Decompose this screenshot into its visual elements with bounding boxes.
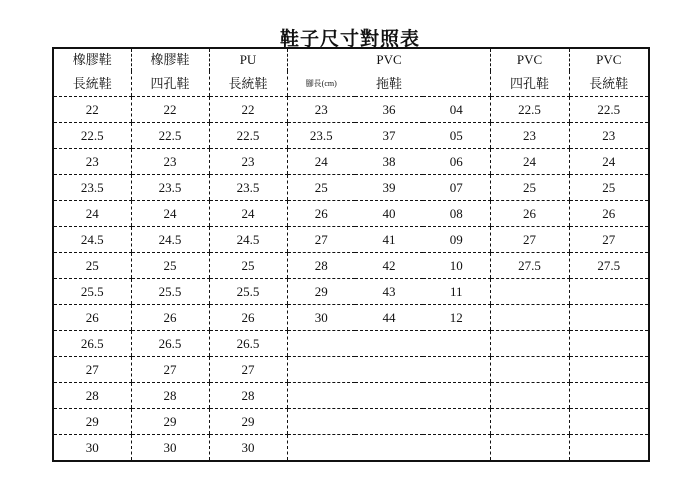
cell-rubber-holes: 28 bbox=[131, 383, 209, 409]
cell-rubber-long: 23.5 bbox=[53, 175, 131, 201]
cell-pvc-slipper-eu: 44 bbox=[355, 305, 423, 331]
cell-pvc-long bbox=[569, 435, 649, 462]
page-title: 鞋子尺寸對照表 bbox=[279, 28, 420, 50]
cell-rubber-holes: 25 bbox=[131, 253, 209, 279]
cell-rubber-long: 22.5 bbox=[53, 123, 131, 149]
cell-foot-length bbox=[287, 357, 355, 383]
size-table-body bbox=[53, 97, 649, 462]
cell-foot-length bbox=[287, 435, 355, 462]
cell-rubber-holes: 30 bbox=[131, 435, 209, 462]
cell-pvc-slipper-eu: 43 bbox=[355, 279, 423, 305]
cell-rubber-holes: 22.5 bbox=[131, 123, 209, 149]
table-row bbox=[53, 227, 649, 253]
header-row-1 bbox=[53, 48, 649, 71]
cell-pvc-long: 22.5 bbox=[569, 97, 649, 123]
size-chart-table bbox=[52, 47, 650, 462]
header-pvc-holes-line1: PVC bbox=[490, 48, 569, 71]
table-row bbox=[53, 149, 649, 175]
cell-pvc-slipper-eu: 41 bbox=[355, 227, 423, 253]
table-row bbox=[53, 279, 649, 305]
cell-pvc-slipper-code: 09 bbox=[423, 227, 490, 253]
cell-pvc-slipper-eu: 38 bbox=[355, 149, 423, 175]
cell-rubber-long: 24.5 bbox=[53, 227, 131, 253]
cell-pvc-holes: 22.5 bbox=[490, 97, 569, 123]
cell-pvc-slipper-eu: 42 bbox=[355, 253, 423, 279]
cell-rubber-holes: 27 bbox=[131, 357, 209, 383]
cell-pu-long: 22 bbox=[209, 97, 287, 123]
cell-foot-length: 23 bbox=[287, 97, 355, 123]
cell-rubber-long: 24 bbox=[53, 201, 131, 227]
cell-pvc-holes bbox=[490, 383, 569, 409]
cell-pu-long: 25.5 bbox=[209, 279, 287, 305]
table-row bbox=[53, 409, 649, 435]
cell-pvc-holes bbox=[490, 331, 569, 357]
header-rubber-long-line2: 長統鞋 bbox=[53, 71, 131, 97]
cell-pvc-slipper-code: 10 bbox=[423, 253, 490, 279]
cell-pvc-slipper-eu bbox=[355, 383, 423, 409]
cell-pvc-slipper-code: 12 bbox=[423, 305, 490, 331]
header-pvc-slipper-title: PVC bbox=[376, 52, 402, 67]
cell-foot-length: 23.5 bbox=[287, 123, 355, 149]
cell-rubber-long: 25 bbox=[53, 253, 131, 279]
cell-pu-long: 27 bbox=[209, 357, 287, 383]
cell-foot-length: 26 bbox=[287, 201, 355, 227]
cell-pvc-slipper-code bbox=[423, 331, 490, 357]
table-row bbox=[53, 97, 649, 123]
cell-pvc-slipper-code: 05 bbox=[423, 123, 490, 149]
cell-pvc-holes bbox=[490, 279, 569, 305]
cell-foot-length bbox=[287, 383, 355, 409]
cell-pvc-long: 25 bbox=[569, 175, 649, 201]
cell-rubber-holes: 25.5 bbox=[131, 279, 209, 305]
cell-pvc-holes: 26 bbox=[490, 201, 569, 227]
cell-foot-length: 24 bbox=[287, 149, 355, 175]
cell-pvc-long: 23 bbox=[569, 123, 649, 149]
cell-pvc-holes: 27 bbox=[490, 227, 569, 253]
cell-rubber-long: 26.5 bbox=[53, 331, 131, 357]
cell-pvc-long bbox=[569, 331, 649, 357]
cell-pvc-slipper-code: 11 bbox=[423, 279, 490, 305]
cell-pu-long: 22.5 bbox=[209, 123, 287, 149]
cell-pvc-slipper-eu bbox=[355, 331, 423, 357]
table-row bbox=[53, 435, 649, 462]
table-row bbox=[53, 175, 649, 201]
cell-rubber-holes: 22 bbox=[131, 97, 209, 123]
cell-pvc-slipper-code bbox=[423, 409, 490, 435]
cell-rubber-long: 23 bbox=[53, 149, 131, 175]
cell-pvc-slipper-code: 06 bbox=[423, 149, 490, 175]
cell-rubber-long: 22 bbox=[53, 97, 131, 123]
cell-rubber-holes: 24.5 bbox=[131, 227, 209, 253]
header-row-2 bbox=[53, 71, 649, 97]
cell-pvc-long bbox=[569, 409, 649, 435]
cell-rubber-long: 26 bbox=[53, 305, 131, 331]
cell-pu-long: 28 bbox=[209, 383, 287, 409]
cell-pvc-long: 27 bbox=[569, 227, 649, 253]
cell-pvc-slipper-code bbox=[423, 383, 490, 409]
cell-pvc-slipper-eu: 37 bbox=[355, 123, 423, 149]
cell-rubber-holes: 26.5 bbox=[131, 331, 209, 357]
cell-rubber-holes: 26 bbox=[131, 305, 209, 331]
cell-pvc-long bbox=[569, 279, 649, 305]
table-row bbox=[53, 201, 649, 227]
table-row bbox=[53, 305, 649, 331]
cell-pvc-slipper-eu: 36 bbox=[355, 97, 423, 123]
cell-pvc-long bbox=[569, 383, 649, 409]
cell-pu-long: 24 bbox=[209, 201, 287, 227]
cell-foot-length: 27 bbox=[287, 227, 355, 253]
cell-pu-long: 23 bbox=[209, 149, 287, 175]
cell-pvc-holes bbox=[490, 435, 569, 462]
cell-pvc-slipper-eu bbox=[355, 409, 423, 435]
cell-pu-long: 29 bbox=[209, 409, 287, 435]
cell-pvc-slipper-code bbox=[423, 357, 490, 383]
cell-pvc-holes: 27.5 bbox=[490, 253, 569, 279]
cell-rubber-long: 25.5 bbox=[53, 279, 131, 305]
header-rubber-holes-line1: 橡膠鞋 bbox=[131, 48, 209, 71]
cell-rubber-long: 29 bbox=[53, 409, 131, 435]
cell-rubber-holes: 24 bbox=[131, 201, 209, 227]
cell-pvc-holes: 23 bbox=[490, 123, 569, 149]
cell-pu-long: 24.5 bbox=[209, 227, 287, 253]
cell-pvc-slipper-eu: 40 bbox=[355, 201, 423, 227]
cell-rubber-holes: 23 bbox=[131, 149, 209, 175]
cell-pvc-slipper-code bbox=[423, 435, 490, 462]
cell-foot-length: 28 bbox=[287, 253, 355, 279]
table-row bbox=[53, 383, 649, 409]
cell-rubber-holes: 29 bbox=[131, 409, 209, 435]
cell-pvc-slipper-code: 07 bbox=[423, 175, 490, 201]
cell-rubber-long: 27 bbox=[53, 357, 131, 383]
table-row bbox=[53, 253, 649, 279]
cell-foot-length bbox=[287, 331, 355, 357]
cell-pvc-holes: 24 bbox=[490, 149, 569, 175]
cell-rubber-long: 30 bbox=[85, 440, 99, 455]
cell-pvc-holes: 25 bbox=[490, 175, 569, 201]
cell-pvc-holes bbox=[490, 357, 569, 383]
header-pvc-holes-line2: 四孔鞋 bbox=[490, 71, 569, 97]
cell-pvc-long: 27.5 bbox=[569, 253, 649, 279]
header-pu-long-line2: 長統鞋 bbox=[209, 71, 287, 97]
table-row bbox=[53, 331, 649, 357]
cell-rubber-long: 28 bbox=[53, 383, 131, 409]
cell-pvc-holes bbox=[490, 409, 569, 435]
header-pvc-slipper-spacer-3 bbox=[423, 71, 490, 97]
header-pvc-slipper-sub: 拖鞋 bbox=[355, 71, 423, 97]
cell-pvc-slipper-code: 04 bbox=[423, 97, 490, 123]
cell-pu-long: 26 bbox=[209, 305, 287, 331]
cell-foot-length: 29 bbox=[287, 279, 355, 305]
cell-pvc-slipper-eu bbox=[355, 435, 423, 462]
header-pvc-slipper-spacer bbox=[287, 48, 355, 71]
table-row bbox=[53, 123, 649, 149]
header-pvc-long-line2: 長統鞋 bbox=[569, 71, 649, 97]
cell-pu-long: 23.5 bbox=[209, 175, 287, 201]
cell-foot-length: 30 bbox=[287, 305, 355, 331]
header-pvc-long-line1: PVC bbox=[569, 48, 649, 71]
cell-pvc-slipper-eu: 39 bbox=[355, 175, 423, 201]
cell-pvc-holes bbox=[490, 305, 569, 331]
cell-pvc-long bbox=[569, 305, 649, 331]
table-row bbox=[53, 357, 649, 383]
cell-pvc-long: 26 bbox=[569, 201, 649, 227]
cell-foot-length: 25 bbox=[287, 175, 355, 201]
header-pvc-slipper-spacer-2 bbox=[423, 48, 490, 71]
cell-pu-long: 26.5 bbox=[209, 331, 287, 357]
cell-pu-long: 25 bbox=[209, 253, 287, 279]
header-foot-length: 腳長(cm) bbox=[287, 71, 355, 97]
header-rubber-long-line1: 橡膠鞋 bbox=[72, 52, 112, 67]
cell-pu-long: 30 bbox=[209, 435, 287, 462]
header-rubber-holes-line2: 四孔鞋 bbox=[131, 71, 209, 97]
cell-rubber-holes: 23.5 bbox=[131, 175, 209, 201]
cell-pvc-long: 24 bbox=[569, 149, 649, 175]
cell-foot-length bbox=[287, 409, 355, 435]
cell-pvc-slipper-eu bbox=[355, 357, 423, 383]
header-pu-long-line1: PU bbox=[209, 48, 287, 71]
cell-pvc-long bbox=[569, 357, 649, 383]
cell-pvc-slipper-code: 08 bbox=[423, 201, 490, 227]
